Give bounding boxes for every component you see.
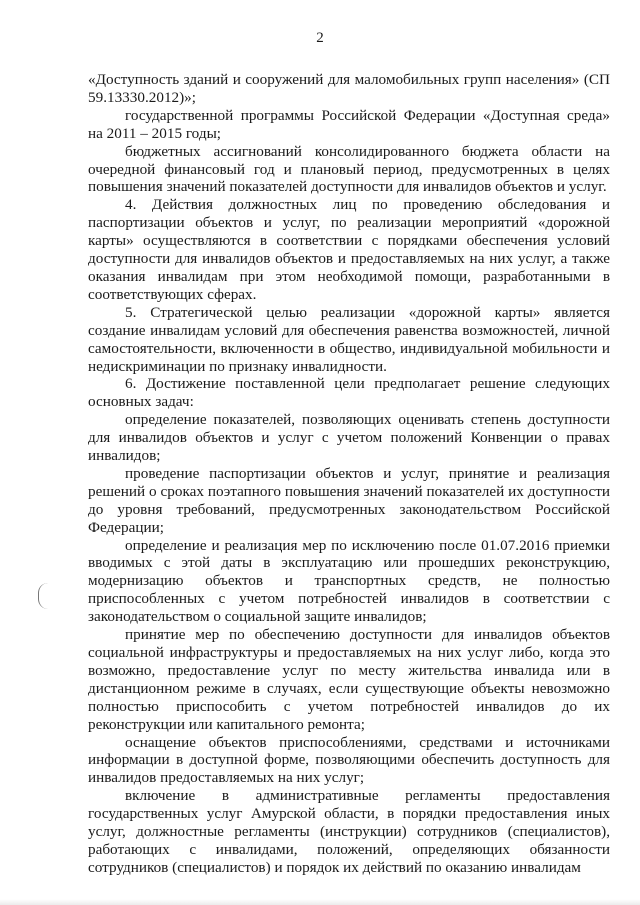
- document-body: [88, 71, 610, 877]
- paragraph-4: 4. Действия должностных лиц по проведению обследования и паспортизации объектов и услуг, по реализации мероприятий «дорожной карты» осуществляются в соответствии с порядками обеспечения условий доступности для инвалидов объектов и предоставляемых на них услуг, а также оказания инвалидам при этом необходимой помощи, разработанными в соответствующих сферах.: [88, 196, 610, 303]
- paragraph-12: включение в административные регламенты предоставления государственных услуг Амурской области, в порядки предоставления иных услуг, должностные регламенты (инструкции) сотрудников (специалистов), работающих с инвалидами, положений, определяющих обязанности сотрудников (специалистов) и порядок их действий по оказанию инвалидам: [88, 787, 610, 876]
- paragraph-3: бюджетных ассигнований консолидированного бюджета области на очередной финансовый год и плановый период, предусмотренных в целях повышения значений показателей доступности для инвалидов объектов и услуг.: [88, 142, 610, 196]
- paragraph-7: определение показателей, позволяющих оценивать степень доступности для инвалидов объектов и услуг с учетом положений Конвенции о правах инвалидов;: [88, 411, 610, 465]
- paragraph-1: «Доступность зданий и сооружений для маломобильных групп населения» (СП 59.13330.2012)»;: [88, 71, 610, 106]
- paragraph-5: 5. Стратегической целью реализации «дорожной карты» является создание инвалидам условий для обеспечения равенства возможностей, личной самостоятельности, включенности в общество, индивидуальной мобильности и недискриминации по признаку инвалидности.: [88, 303, 610, 375]
- paragraph-9: определение и реализация мер по исключению после 01.07.2016 приемки вводимых с этой даты в эксплуатацию или прошедших реконструкцию, модернизацию объектов и транспортных средств, не полностью приспособленных с учетом потребностей инвалидов в соответствии с законодательством о социальной защите инвалидов;: [88, 536, 610, 626]
- paragraph-11: оснащение объектов приспособлениями, средствами и источниками информации в доступной форме, позволяющими обеспечить доступность для инвалидов предоставляемых на них услуг;: [88, 733, 610, 787]
- paragraph-2: государственной программы Российской Федерации «Доступная среда» на 2011 – 2015 годы;: [88, 106, 610, 142]
- page-number: 2: [316, 30, 324, 46]
- paragraph-10: принятие мер по обеспечению доступности для инвалидов объектов социальной инфраструктуры и предоставляемых на них услуг либо, когда это возможно, предоставление услуг по месту жительства инвалида или в дистанционном режиме в случаях, если существующие объекты невозможно полностью приспособить с учетом потребностей инвалидов до их реконструкции или капитального ремонта;: [88, 626, 610, 733]
- paragraph-6: 6. Достижение поставленной цели предполагает решение следующих основных задач:: [88, 375, 610, 411]
- margin-pencil-mark: [38, 583, 49, 609]
- paragraph-8: проведение паспортизации объектов и услуг, принятие и реализация решений о сроках поэтапного повышения значений показателей их доступности до уровня требований, предусмотренных законодательством Российской Федерации;: [88, 464, 610, 536]
- scan-bottom-edge: [0, 899, 640, 905]
